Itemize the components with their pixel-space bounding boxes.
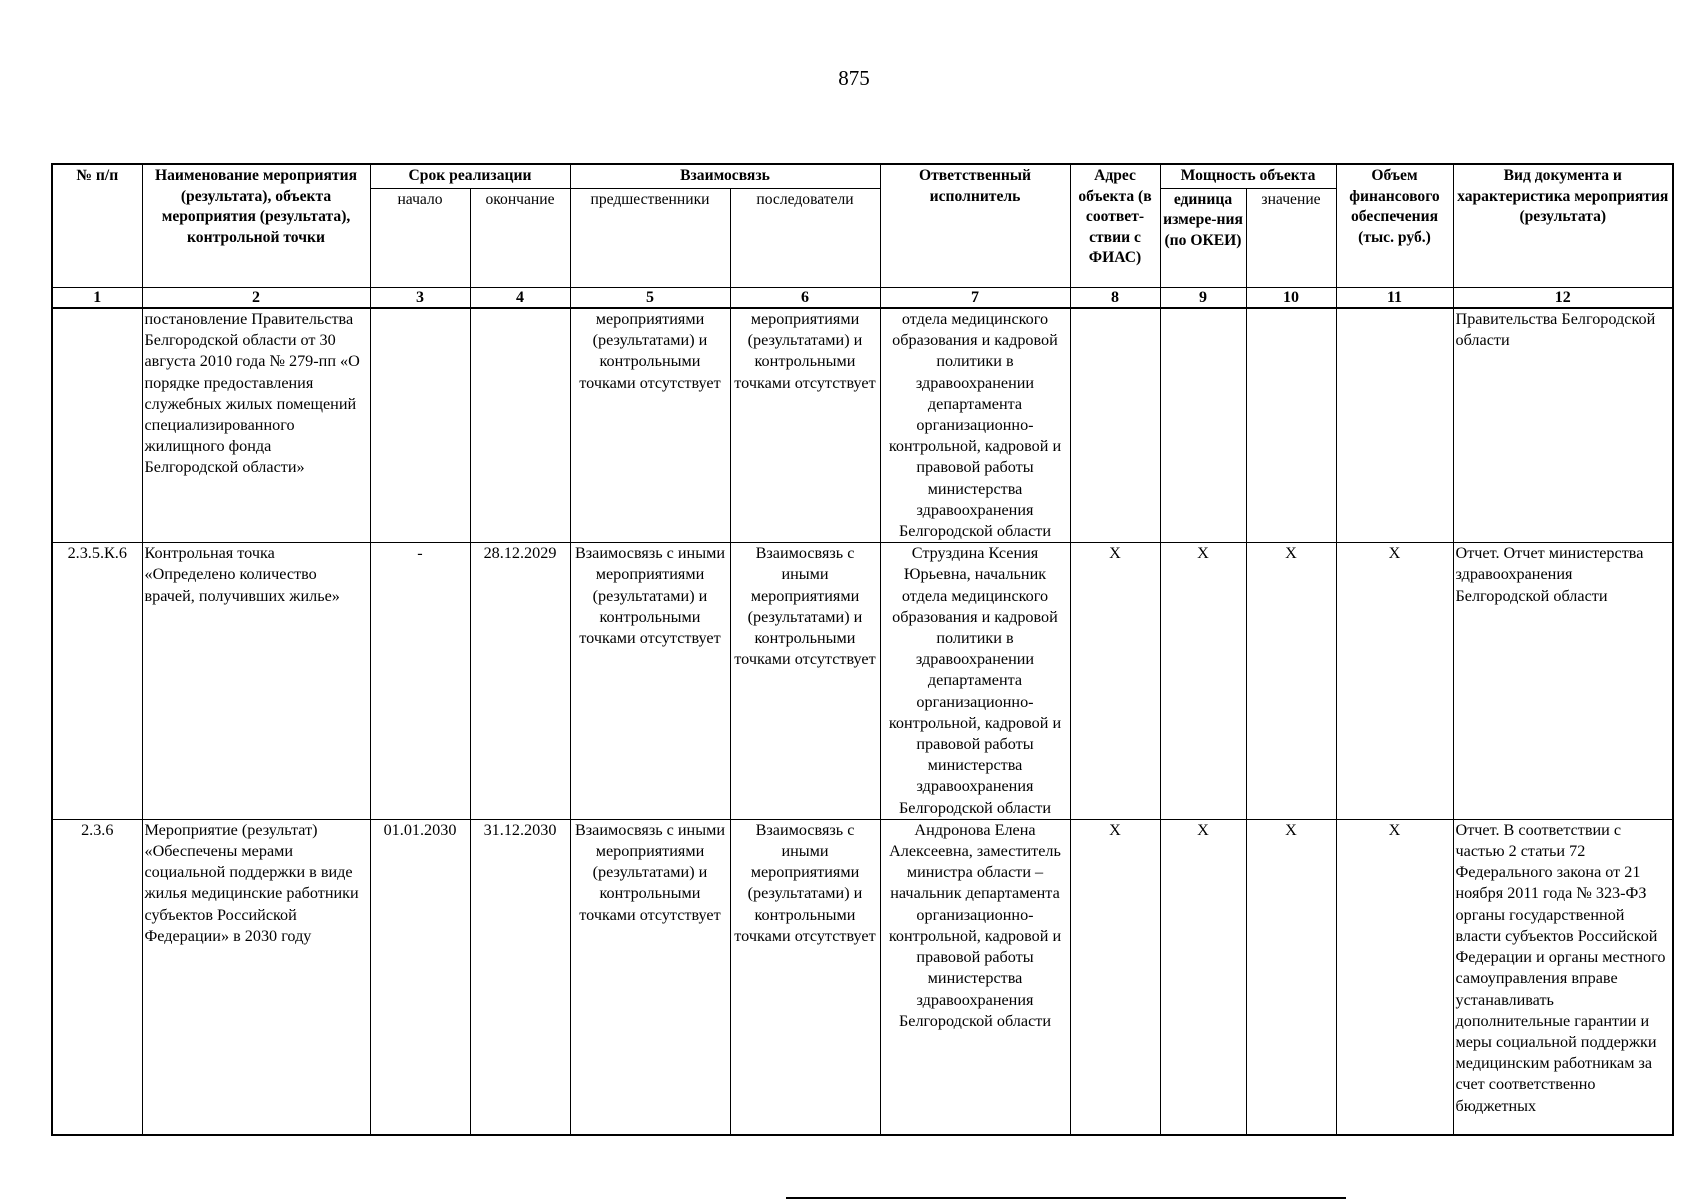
column-number: 3: [370, 288, 470, 309]
row-doc: Отчет. Отчет министерства здравоохранения Белгородской области: [1453, 543, 1673, 820]
row-value: Х: [1246, 819, 1336, 1135]
row-predecessors: Взаимосвязь с иными мероприятиями (результатами) и контрольными точками отсутствует: [570, 819, 730, 1135]
row-unit: Х: [1160, 819, 1246, 1135]
column-number: 10: [1246, 288, 1336, 309]
row-unit: Х: [1160, 543, 1246, 820]
bottom-rule: [786, 1197, 1346, 1199]
row-value: [1246, 308, 1336, 543]
row-end: 28.12.2029: [470, 543, 570, 820]
row-num: [52, 308, 142, 543]
header-responsible: Ответственный исполнитель: [880, 164, 1070, 288]
row-finance: [1336, 308, 1453, 543]
row-address: Х: [1070, 543, 1160, 820]
row-successors: Взаимосвязь с иными мероприятиями (результатами) и контрольными точками отсутствует: [730, 819, 880, 1135]
table-row: [52, 543, 1673, 820]
row-successors: Взаимосвязь с иными мероприятиями (результатами) и контрольными точками отсутствует: [730, 543, 880, 820]
table-row: [52, 308, 1673, 543]
header-doc-type: Вид документа и характеристика мероприятия (результата): [1453, 164, 1673, 288]
column-number: 1: [52, 288, 142, 309]
event-plan-table: [51, 163, 1674, 1136]
row-address: Х: [1070, 819, 1160, 1135]
row-name: Мероприятие (результат) «Обеспечены мерами социальной поддержки в виде жилья медицинские работники субъектов Российской Федерации» в 2030 году: [142, 819, 370, 1135]
header-link-succ: последователи: [730, 188, 880, 288]
row-successors: мероприятиями (результатами) и контрольными точками отсутствует: [730, 308, 880, 543]
page-number: 875: [838, 66, 870, 90]
row-responsible: отдела медицинского образования и кадровой политики в здравоохранении департамента организационно-контрольной, кадровой и правовой работы министерства здравоохранения Белгородской области: [880, 308, 1070, 543]
header-capacity: Мощность объекта: [1160, 164, 1336, 188]
row-start: -: [370, 543, 470, 820]
header-finance: Объем финансового обеспечения (тыс. руб.): [1336, 164, 1453, 288]
row-responsible: Андронова Елена Алексеевна, заместитель министра области – начальник департамента организационно-контрольной, кадровой и правовой работы министерства здравоохранения Белгородской области: [880, 819, 1070, 1135]
row-start: 01.01.2030: [370, 819, 470, 1135]
row-predecessors: Взаимосвязь с иными мероприятиями (результатами) и контрольными точками отсутствует: [570, 543, 730, 820]
row-unit: [1160, 308, 1246, 543]
column-number-row: [52, 288, 1673, 309]
header-name: Наименование мероприятия (результата), объекта мероприятия (результата), контрольной точки: [142, 164, 370, 288]
row-responsible: Струздина Ксения Юрьевна, начальник отдела медицинского образования и кадровой политики в здравоохранении департамента организационно-контрольной, кадровой и правовой работы министерства здравоохранения Белгородской области: [880, 543, 1070, 820]
table-row: [52, 819, 1673, 1135]
row-doc: Отчет. В соответствии с частью 2 статьи 72 Федерального закона от 21 ноября 2011 года № 323-ФЗ органы государственной власти субъектов Российской Федерации и органы местного самоуправления вправе устанавливать дополнительные гарантии и меры социальной поддержки медицинским работникам за счет соответственно бюджетных: [1453, 819, 1673, 1135]
header-num: № п/п: [52, 164, 142, 288]
row-predecessors: мероприятиями (результатами) и контрольными точками отсутствует: [570, 308, 730, 543]
row-num: 2.3.5.К.6: [52, 543, 142, 820]
row-finance: Х: [1336, 819, 1453, 1135]
header-capacity-value: значение: [1246, 188, 1336, 288]
column-number: 9: [1160, 288, 1246, 309]
row-doc: Правительства Белгородской области: [1453, 308, 1673, 543]
row-name: Контрольная точка «Определено количество врачей, получивших жилье»: [142, 543, 370, 820]
row-finance: Х: [1336, 543, 1453, 820]
row-num: 2.3.6: [52, 819, 142, 1135]
column-number: 4: [470, 288, 570, 309]
header-link-pred: предшественники: [570, 188, 730, 288]
row-start: [370, 308, 470, 543]
row-value: Х: [1246, 543, 1336, 820]
header-term: Срок реализации: [370, 164, 570, 188]
row-end: [470, 308, 570, 543]
header-address: Адрес объекта (в соответ-ствии с ФИАС): [1070, 164, 1160, 288]
header-row-top: [52, 164, 1673, 188]
header-capacity-unit: единица измере-ния (по ОКЕИ): [1160, 188, 1246, 288]
column-number: 8: [1070, 288, 1160, 309]
header-term-end: окончание: [470, 188, 570, 288]
column-number: 12: [1453, 288, 1673, 309]
column-number: 7: [880, 288, 1070, 309]
header-link: Взаимосвязь: [570, 164, 880, 188]
column-number: 2: [142, 288, 370, 309]
row-address: [1070, 308, 1160, 543]
column-number: 11: [1336, 288, 1453, 309]
column-number: 5: [570, 288, 730, 309]
column-number: 6: [730, 288, 880, 309]
row-name: постановление Правительства Белгородской области от 30 августа 2010 года № 279-пп «О порядке предоставления служебных жилых помещений специализированного жилищного фонда Белгородской области»: [142, 308, 370, 543]
row-end: 31.12.2030: [470, 819, 570, 1135]
header-term-start: начало: [370, 188, 470, 288]
